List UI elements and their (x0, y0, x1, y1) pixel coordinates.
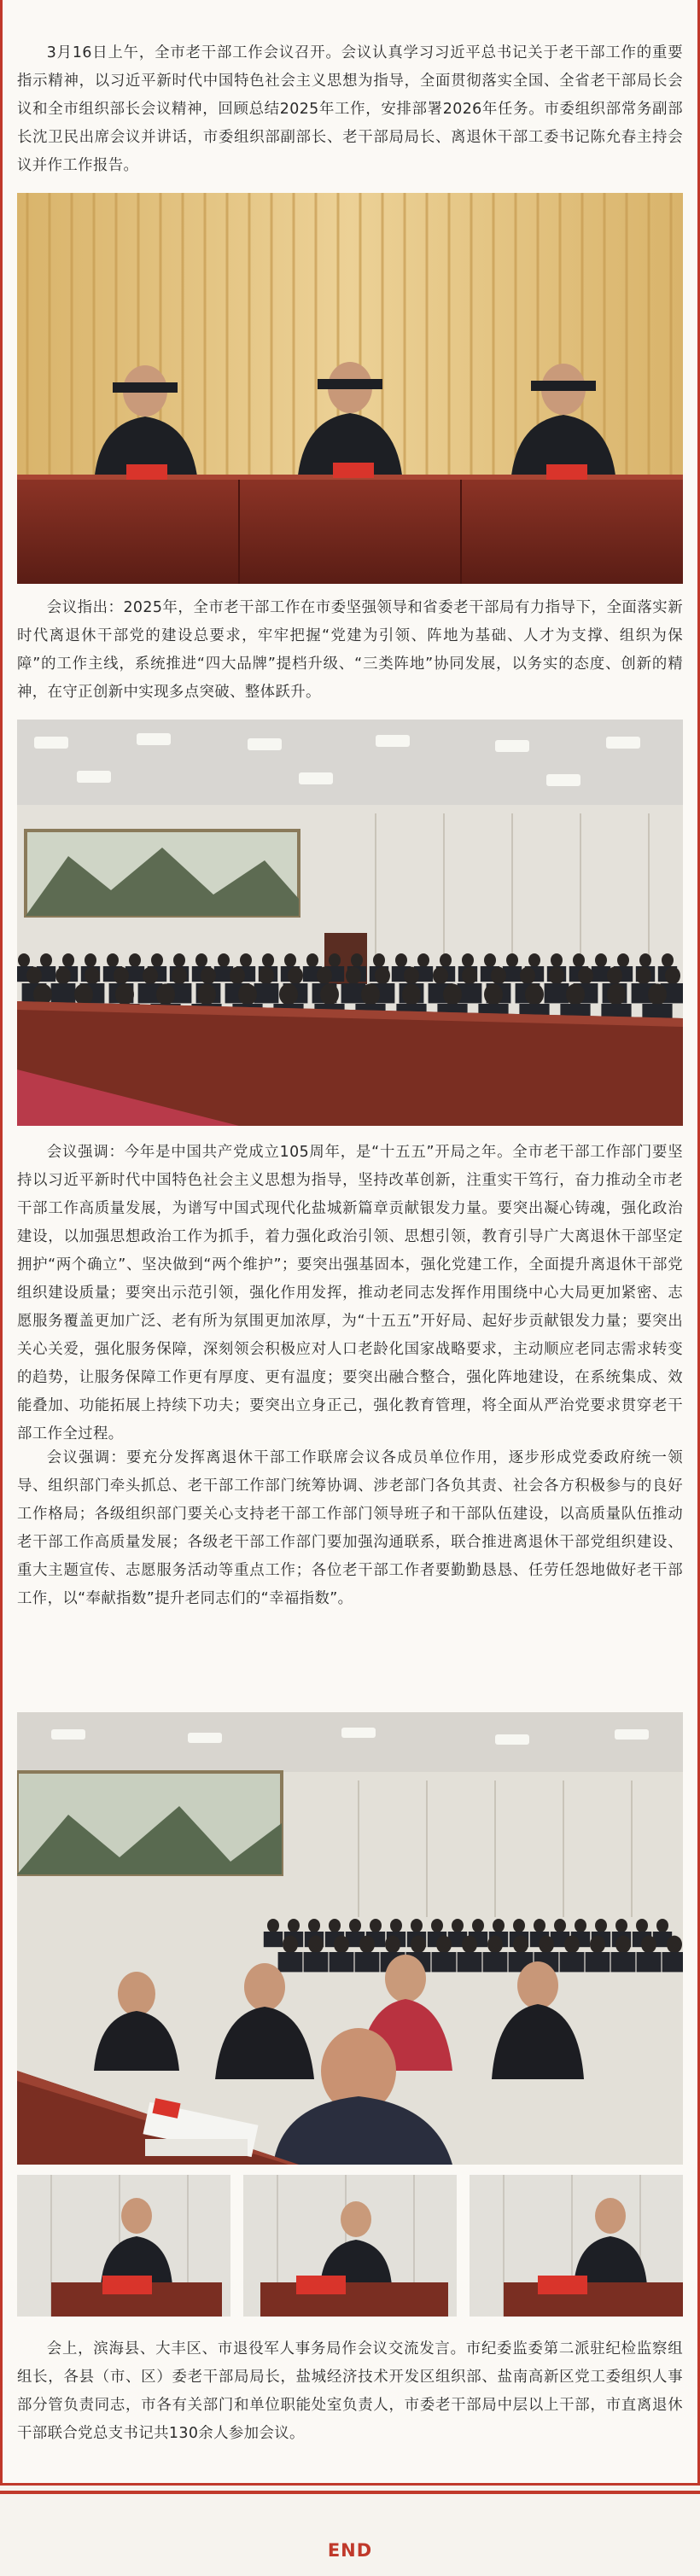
photo-speaker-2 (243, 2175, 457, 2317)
paragraph-intro: 3月16日上午，全市老干部工作会议召开。会议认真学习习近平总书记关于老干部工作的重要指示精神，以习近平新时代中国特色社会主义思想为指导，全面贯彻落实全国、全省老干部局长会议和全市组织部长会议精神，回顾总结2025年工作，安排部署2026年任务。市委组织部常务副部长沈卫民出席会议并讲话，市委组织部副部长、老干部局局长、离退休干部工委书记陈允春主持会议并作工作报告。 (17, 44, 683, 174)
paragraph-attendance: 会上，滨海县、大丰区、市退役军人事务局作会议交流发言。市纪委监委第二派驻纪检监察组组长，各县（市、区）委老干部局局长，盐城经济技术开发区组织部、盐南高新区党工委组织人事部分管负责同志，市各有关部门和单位职能处室负责人，市委老干部局中层以上干部，市直离退休干部联合党总支书记共130余人参加会议。 (17, 2340, 683, 2442)
end-label: END (327, 2540, 373, 2561)
paragraph-emphasis-2: 会议强调：要充分发挥离退休干部工作联席会议各成员单位作用，逐步形成党委政府统一领导、组织部门牵头抓总、老干部工作部门统筹协调、涉老部门各负其责、社会各方积极参与的良好工作格局；各级组织部门要关心支持老干部工作部门领导班子和干部队伍建设，以高质量队伍推动老干部工作高质量发展；各级老干部工作部门要加强沟通联系，联合推进离退休干部党组织建设、重大主题宣传、志愿服务活动等重点工作；各位老干部工作者要勤勤恳恳、任劳任怨地做好老干部工作，以“奉献指数”提升老同志们的“幸福指数”。 (17, 1449, 683, 1607)
photo-presidium (17, 193, 683, 584)
paragraph-review: 会议指出：2025年，全市老干部工作在市委坚强领导和省委老干部局有力指导下，全面落实新时代离退休干部党的建设总要求，牢牢把握“党建为引领、阵地为基础、人才为支撑、组织为保障”的工作主线，系统推进“四大品牌”提档升级、“三类阵地”协同发展，以务实的态度、创新的精神，在守正创新中实现多点突破、整体跃升。 (17, 599, 683, 701)
photo-speaker-3 (470, 2175, 683, 2317)
photo-attendees (17, 1712, 683, 2165)
photo-conference-hall (17, 720, 683, 1126)
end-divider (0, 2491, 700, 2494)
paragraph-emphasis-1: 会议强调：今年是中国共产党成立105周年，是“十五五”开局之年。全市老干部工作部门要坚持以习近平新时代中国特色社会主义思想为指导，坚持改革创新，注重实干笃行，奋力推动全市老干部工作高质量发展，为谱写中国式现代化盐城新篇章贡献银发力量。要突出凝心铸魂，强化政治建设，以加强思想政治工作为抓手，着力强化政治引领、思想引领，教育引导广大离退休干部坚定拥护“两个确立”、坚决做到“两个维护”；要突出强基固本，强化党建工作，全面提升离退休干部党组织建设质量；要突出示范引领，强化作用发挥，推动老同志发挥作用围绕中心大局更加紧密、志愿服务覆盖更加广泛、老有所为氛围更加浓厚，为“十五五”开好局、起好步贡献银发力量；要突出关心关爱，强化服务保障，深刻领会积极应对人口老龄化国家战略要求，主动顺应老同志需求转变的趋势，让服务保障工作更有厚度、更有温度；要突出融合整合，强化阵地建设，在系统集成、效能叠加、功能拓展上持续下功夫；要突出立身正己，强化教育管理，将全面从严治党要求贯穿老干部工作全过程。 (17, 1144, 683, 1442)
photo-speaker-1 (17, 2175, 230, 2317)
